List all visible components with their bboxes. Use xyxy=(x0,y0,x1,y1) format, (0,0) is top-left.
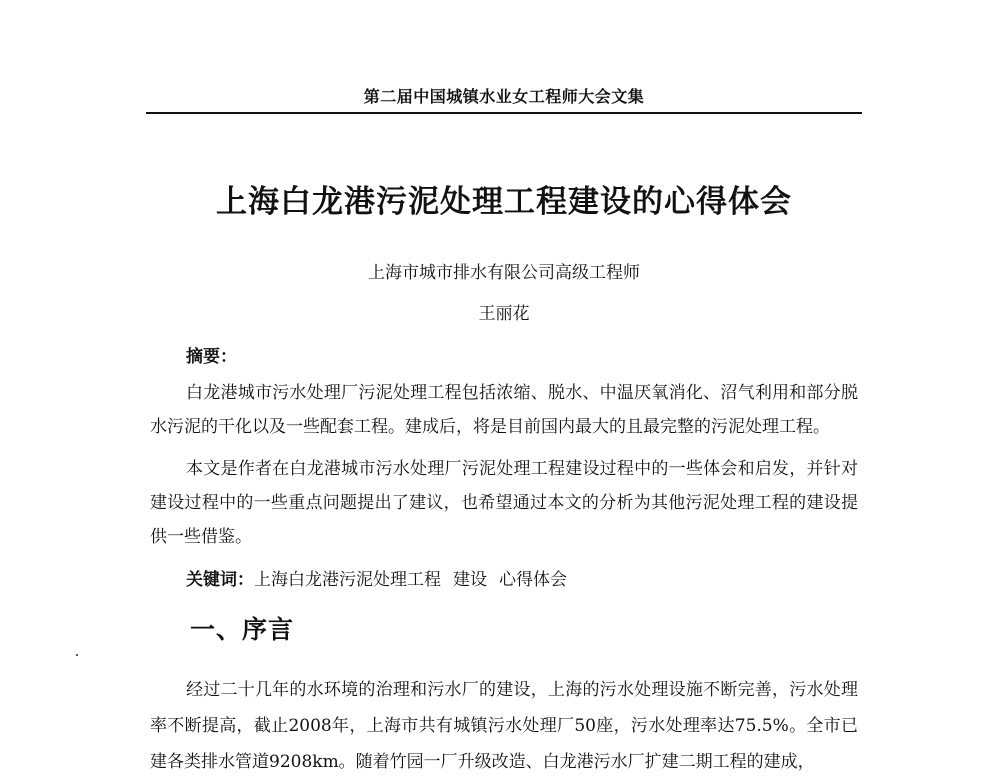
body-paragraph-1: 经过二十几年的水环境的治理和污水厂的建设，上海的污水处理设施不断完善，污水处理率不断提高，截止2008年，上海市共有城镇污水处理厂50座，污水处理率达75.5%。全市已建各类排水管道9208km。随着竹园一厂升级改造、白龙港污水厂扩建二期工程的建成， xyxy=(150,680,858,772)
author-name: 王丽花 xyxy=(478,304,530,324)
keywords-line xyxy=(186,565,579,590)
abstract-paragraph-1: 白龙港城市污水处理厂污泥处理工程包括浓缩、脱水、中温厌氧消化、沼气利用和部分脱水污泥的干化以及一些配套工程。建成后，将是目前国内最大的且最完整的污泥处理工程。 xyxy=(150,383,858,437)
scan-speck xyxy=(76,654,78,656)
abstract-heading: 摘要： xyxy=(186,347,237,367)
keyword-item: 上海白龙港污泥处理工程 xyxy=(254,570,441,590)
keyword-item: 建设 xyxy=(453,570,487,590)
keywords-label: 关键词： xyxy=(186,570,254,590)
header-rule xyxy=(146,112,862,114)
author-affiliation: 上海市城市排水有限公司高级工程师 xyxy=(368,263,640,283)
paper-title: 上海白龙港污泥处理工程建设的心得体会 xyxy=(216,184,792,220)
running-header: 第二届中国城镇水业女工程师大会文集 xyxy=(363,87,645,106)
abstract-paragraph-2: 本文是作者在白龙港城市污水处理厂污泥处理工程建设过程中的一些体会和启发，并针对建设过程中的一些重点问题提出了建议，也希望通过本文的分析为其他污泥处理工程的建设提供一些借鉴。 xyxy=(150,459,858,547)
section-heading-introduction: 一、序言 xyxy=(190,615,295,644)
keyword-item: 心得体会 xyxy=(499,570,567,590)
